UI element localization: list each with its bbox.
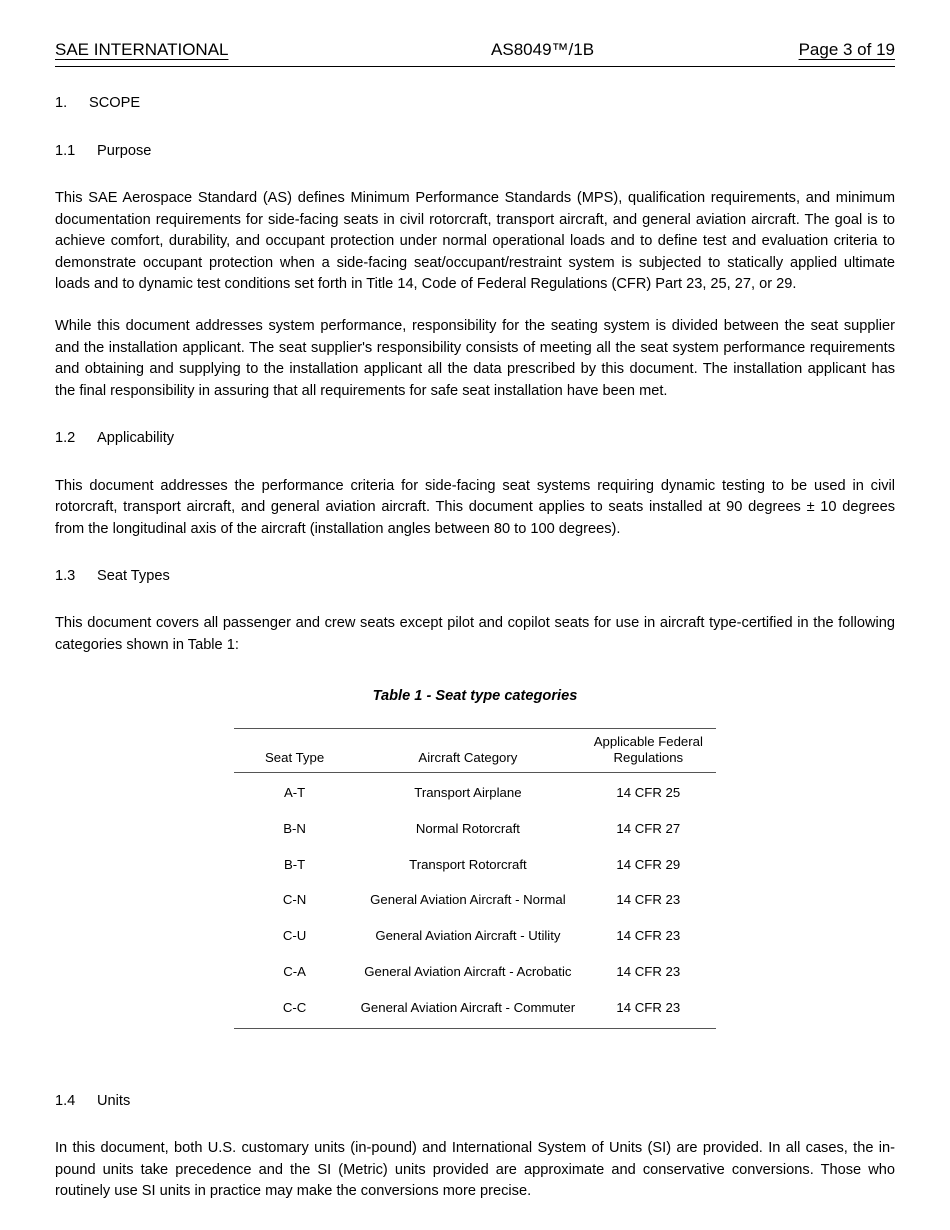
table-caption: Table 1 - Seat type categories [372, 688, 578, 705]
paragraph-applicability-1: This document addresses the performance criteria for side-facing seat systems requiring dynamic testing to be used in civil rotorcraft, transport aircraft, and general aviation aircraft. This document applies to seats installed at 90 degrees ± 10 degrees from the longitudinal axis of the aircraft (installation angles between 80 to 100 degrees). [55, 477, 895, 537]
spacer [55, 587, 895, 613]
spacer [55, 115, 895, 141]
paragraph-purpose-1: This SAE Aerospace Standard (AS) defines Minimum Performance Standards (MPS), qualification requirements, and minimum documentation requirements for side-facing seats in civil rotorcraft, transport aircraft, and general aviation aircraft. The goal is to achieve comfort, durability, and occupant protection under normal operational loads and to define test and evaluation criteria to demonstrate occupant protection when a side-facing seat/occupant/restraint system is subjected to statically applied ultimate loads and to dynamic test conditions set forth in Title 14, Code of Federal Regulations (CFR) Part 23, 25, 27, or 29. [55, 190, 895, 293]
document-body [55, 67, 895, 1202]
paragraph-seat-types-1: This document covers all passenger and crew seats except pilot and copilot seats for use in aircraft type-certified in the following categories shown in Table 1: [55, 615, 895, 653]
paragraph-purpose-2: While this document addresses system performance, responsibility for the seating system is divided between the seat supplier and the installation applicant. The seat supplier's responsibility consists of meeting all the seat system performance requirements and obtaining and supplying to the installation applicant all the data prescribed by this document. The installation applicant has the final responsibility in assuring that all requirements for safe seat installation have been met. [55, 318, 895, 399]
spacer [55, 1029, 895, 1065]
table-row [234, 772, 716, 810]
spacer [55, 295, 895, 316]
table-row [234, 918, 716, 954]
section-number-applicability: 1.2 [55, 430, 76, 447]
cell-regulation: 14 CFR 29 [616, 856, 681, 872]
paragraph-units-1: In this document, both U.S. customary units (in-pound) and International System of Units (SI) are provided. In all cases, the in-pound units take precedence and the SI (Metric) units provided are approximate and conservative conversions. Those who routinely use SI units in practice may make the conversions more precise. [55, 1140, 895, 1200]
section-number-purpose: 1.1 [55, 142, 76, 159]
section-title-purpose: Purpose [97, 142, 152, 159]
section-title-applicability: Applicability [97, 430, 175, 447]
section-heading-applicability [55, 428, 895, 449]
table-row [234, 811, 716, 847]
section-number-scope: 1. [55, 95, 68, 112]
table-body [234, 772, 716, 1028]
seat-type-categories-table [234, 728, 716, 1029]
cell-regulation: 14 CFR 25 [616, 784, 681, 800]
cell-seat-type: C-A [283, 964, 306, 980]
table-row [234, 954, 716, 990]
table-column-header-seat-type: Seat Type [234, 728, 355, 772]
cell-seat-type: C-N [282, 892, 307, 908]
section-number-units: 1.4 [55, 1092, 76, 1109]
cell-regulation: 14 CFR 23 [581, 990, 716, 1028]
cell-aircraft-category: Transport Airplane [414, 784, 522, 800]
cell-aircraft-category: General Aviation Aircraft - Normal [370, 892, 566, 908]
table-row [234, 882, 716, 918]
cell-regulation: 14 CFR 23 [616, 964, 681, 980]
cell-aircraft-category: General Aviation Aircraft - Acrobatic [364, 964, 572, 980]
cell-aircraft-category: General Aviation Aircraft - Commuter [355, 990, 580, 1028]
spacer [55, 540, 895, 566]
spacer [55, 402, 895, 428]
section-title-scope: SCOPE [89, 95, 141, 112]
table-row [234, 847, 716, 883]
cell-seat-type: B-N [283, 820, 306, 836]
section-heading-units [55, 1091, 895, 1112]
table-header [234, 728, 716, 772]
cell-aircraft-category: General Aviation Aircraft - Utility [375, 928, 561, 944]
table-column-header-regulations [581, 728, 716, 772]
cell-aircraft-category: Normal Rotorcraft [415, 820, 520, 836]
cell-regulation: 14 CFR 23 [616, 928, 681, 944]
regulations-header-line2: Regulations [613, 749, 684, 765]
section-title-units: Units [97, 1092, 131, 1109]
section-heading-purpose [55, 141, 895, 162]
table-column-header-aircraft-category: Aircraft Category [355, 728, 580, 772]
spacer [55, 450, 895, 476]
cell-seat-type: C-U [282, 928, 307, 944]
regulations-header-line1: Applicable Federal [593, 733, 703, 749]
table-container [55, 728, 895, 1029]
table-row [234, 990, 716, 1028]
cell-seat-type: B-T [283, 856, 306, 872]
spacer [55, 1065, 895, 1091]
spacer [55, 162, 895, 188]
section-title-seat-types: Seat Types [97, 567, 170, 584]
cell-regulation: 14 CFR 23 [616, 892, 681, 908]
cell-seat-type: A-T [283, 784, 306, 800]
section-heading-seat-types [55, 566, 895, 587]
cell-aircraft-category: Transport Rotorcraft [409, 856, 527, 872]
spacer [55, 656, 895, 686]
header-document-number: AS8049™/1B [491, 40, 595, 59]
page-running-header [55, 0, 895, 60]
cell-regulation: 14 CFR 27 [616, 820, 681, 836]
cell-seat-type: C-C [234, 990, 355, 1028]
spacer [55, 1112, 895, 1138]
table-header-row [234, 728, 716, 772]
header-organization: SAE INTERNATIONAL [55, 40, 229, 59]
section-heading-scope [55, 93, 895, 114]
section-number-seat-types: 1.3 [55, 567, 76, 584]
header-page-number: Page 3 of 19 [798, 40, 895, 59]
